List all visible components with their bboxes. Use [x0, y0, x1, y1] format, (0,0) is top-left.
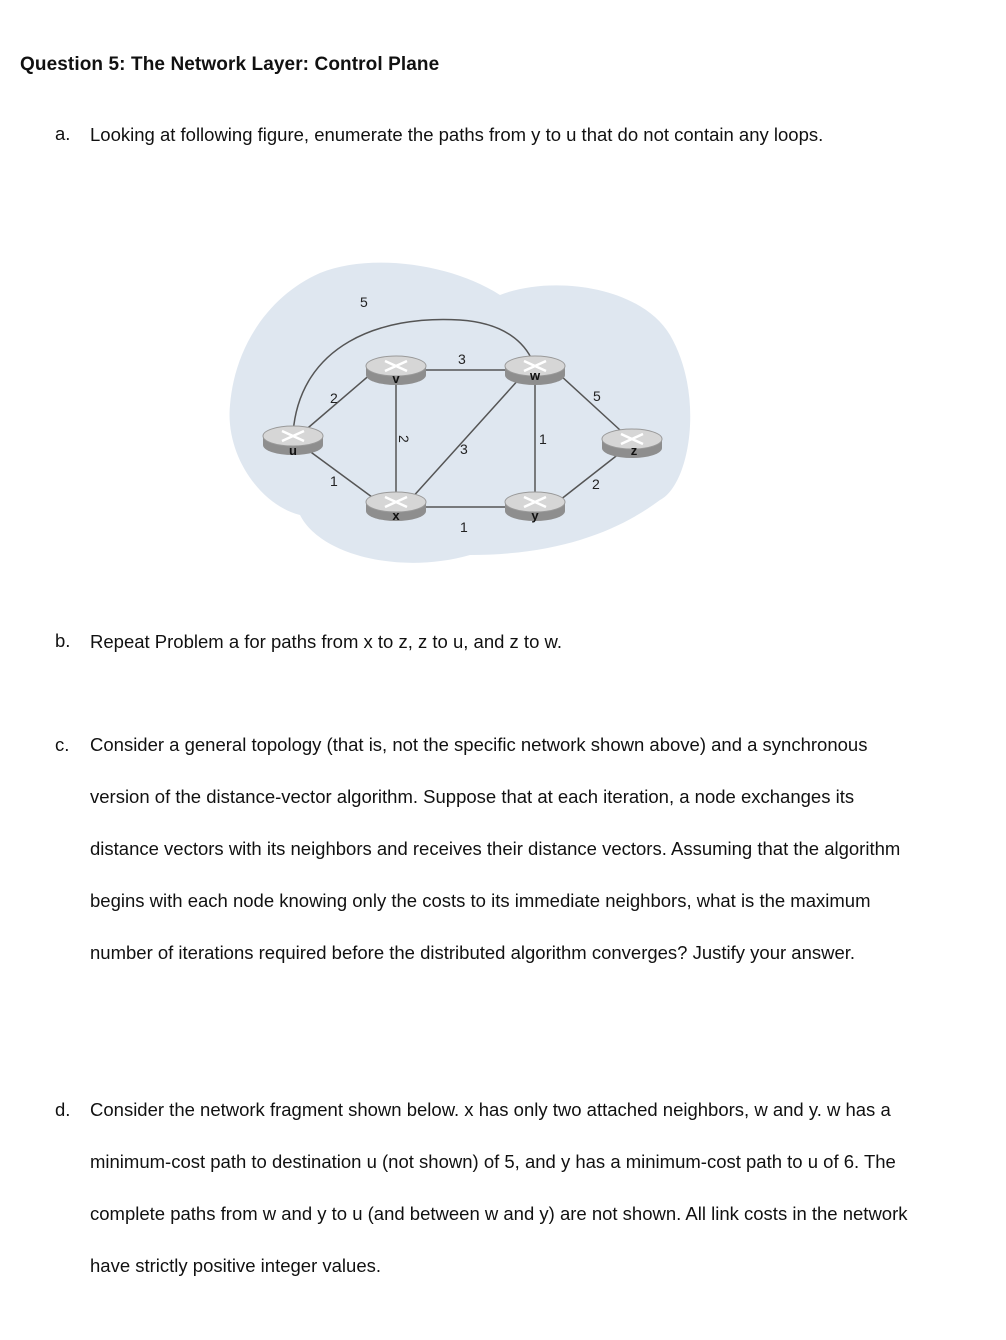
network-diagram	[220, 255, 700, 585]
cost-v-w: 3	[458, 351, 466, 367]
question-marker: d.	[55, 1099, 71, 1120]
cost-u-w: 5	[360, 294, 368, 310]
question-marker: a.	[55, 123, 71, 144]
question-text: Looking at following figure, enumerate the paths from y to u that do not contain any loops.	[90, 124, 824, 145]
router-label-x: x	[392, 508, 400, 523]
cost-u-v: 2	[330, 390, 338, 406]
cost-x-w: 3	[460, 441, 468, 457]
cost-w-z: 5	[593, 388, 601, 404]
cost-x-y: 1	[460, 519, 468, 535]
question-text: Consider the network fragment shown below. x has only two attached neighbors, w and y. w has a minimum-cost path to destination u (not shown) of 5, and y has a minimum-cost path to u of 6. The complete paths from w and y to u (and between w and y) are not shown. All link costs in the network have strictly positive integer values.	[90, 1099, 908, 1276]
router-label-v: v	[392, 371, 400, 386]
network-figure	[220, 255, 700, 585]
cost-w-y: 1	[539, 431, 547, 447]
router-z	[602, 429, 662, 458]
router-w	[505, 356, 565, 385]
question-text: Repeat Problem a for paths from x to z, z to u, and z to w.	[90, 631, 562, 652]
router-label-w: w	[529, 368, 541, 383]
router-label-z: z	[630, 443, 638, 458]
router-label-u: u	[289, 443, 297, 458]
page-title: Question 5: The Network Layer: Control Plane	[20, 54, 440, 75]
network-cloud	[230, 263, 691, 563]
cost-u-x: 1	[330, 473, 338, 489]
router-v	[366, 356, 426, 386]
cost-v-x: 2	[396, 435, 412, 443]
question-marker: b.	[55, 630, 71, 651]
question-text: Consider a general topology (that is, not the specific network shown above) and a synchronous version of the distance-vector algorithm. Suppose that at each iteration, a node exchanges its distance vectors with its neighbors and receives their distance vectors. Assuming that the algorithm begins with each node knowing only the costs to its immediate neighbors, what is the maximum number of iterations required before the distributed algorithm converges? Justify your answer.	[90, 734, 901, 963]
router-label-y: y	[531, 508, 539, 523]
cost-y-z: 2	[592, 476, 600, 492]
question-marker: c.	[55, 734, 70, 755]
